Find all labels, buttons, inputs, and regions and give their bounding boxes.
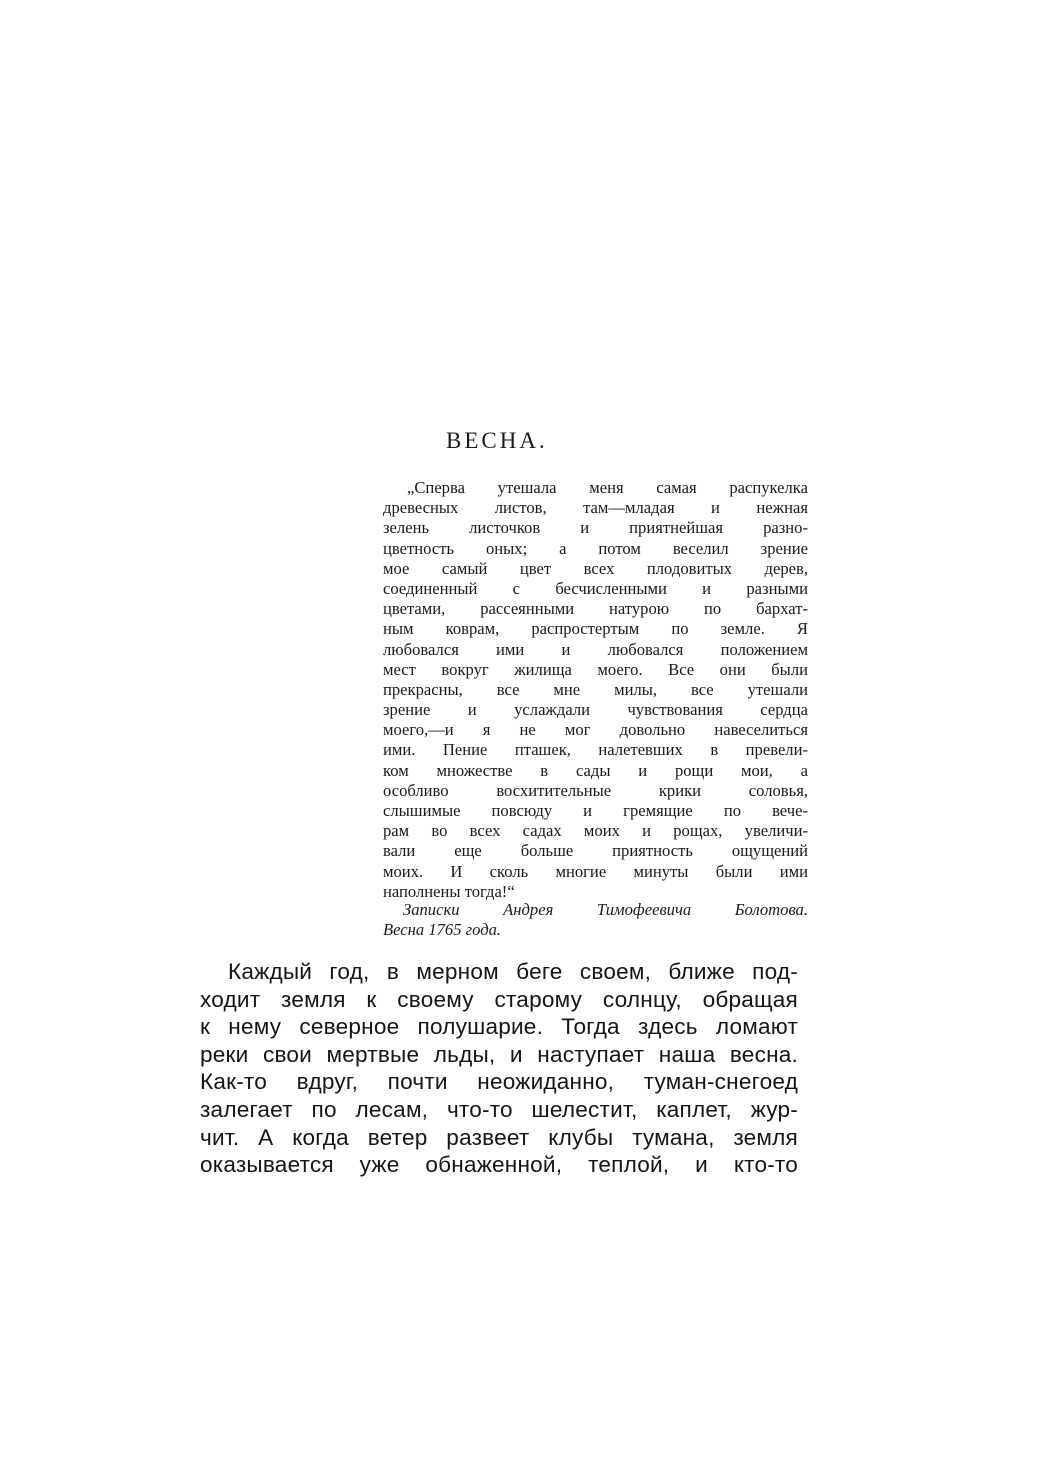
epigraph-line: „Сперва утешала меня самая распукелка bbox=[407, 478, 808, 497]
epigraph-line: зелень листочков и приятнейшая разно- bbox=[383, 518, 808, 538]
epigraph-line: цветность оных; а потом веселил зрение bbox=[383, 538, 808, 558]
epigraph-line: мест вокруг жилища моего. Все они были bbox=[383, 659, 808, 679]
epigraph-line: цветами, рассеянными натурою по бархат- bbox=[383, 599, 808, 619]
epigraph-line: мое самый цвет всех плодовитых дерев, bbox=[383, 558, 808, 578]
body-line: к нему северное полушарие. Тогда здесь ломают bbox=[200, 1014, 798, 1040]
body-line: чит. А когда ветер развеет клубы тумана, земля bbox=[200, 1124, 798, 1150]
epigraph-line: моего,—и я не мог довольно навеселиться bbox=[383, 720, 808, 740]
body-paragraph bbox=[200, 958, 798, 1179]
epigraph-line: моих. И сколь многие минуты были ими bbox=[383, 861, 808, 881]
body-line: ходит земля к своему старому солнцу, обращая bbox=[200, 986, 798, 1012]
epigraph-line: ным коврам, распростертым по земле. Я bbox=[383, 619, 808, 639]
epigraph-line: любовался ими и любовался положением bbox=[383, 639, 808, 659]
body-line: Каждый год, в мерном беге своем, ближе под- bbox=[228, 959, 798, 984]
epigraph-line: соединенный с бесчисленными и разными bbox=[383, 578, 808, 598]
epigraph-line: ком множестве в сады и рощи мои, а bbox=[383, 760, 808, 780]
epigraph-quote bbox=[383, 478, 808, 902]
body-line: реки свои мертвые льды, и наступает наша весна. bbox=[200, 1041, 798, 1067]
epigraph-line: зрение и услаждали чувствования сердца bbox=[383, 700, 808, 720]
body-line: Как-то вдруг, почти неожиданно, туман-снегоед bbox=[200, 1069, 798, 1095]
epigraph-source bbox=[383, 900, 808, 940]
epigraph-line: ими. Пение пташек, налетевших в превели- bbox=[383, 740, 808, 760]
epigraph-line: древесных листов, там—младая и нежная bbox=[383, 498, 808, 518]
chapter-title: ВЕСНА. bbox=[446, 428, 548, 453]
epigraph-line: прекрасны, все мне милы, все утешали bbox=[383, 679, 808, 699]
epigraph-line: слышимые повсюду и гремящие по вече- bbox=[383, 801, 808, 820]
epigraph-line: вали еще больше приятность ощущений bbox=[383, 841, 808, 861]
epigraph-source-date: Весна 1765 года. bbox=[383, 920, 502, 939]
epigraph-line: рам во всех садах моих и рощах, увеличи- bbox=[383, 821, 808, 841]
body-line: залегает по лесам, что-то шелестит, каплет, жур- bbox=[200, 1096, 798, 1122]
body-line: оказывается уже обнаженной, теплой, и кто-то bbox=[200, 1152, 798, 1178]
epigraph-line: особливо восхитительные крики соловья, bbox=[383, 780, 808, 800]
epigraph-source-author: Записки Андрея Тимофеевича Болотова. bbox=[403, 900, 808, 919]
epigraph-line: наполнены тогда!“ bbox=[383, 881, 515, 901]
